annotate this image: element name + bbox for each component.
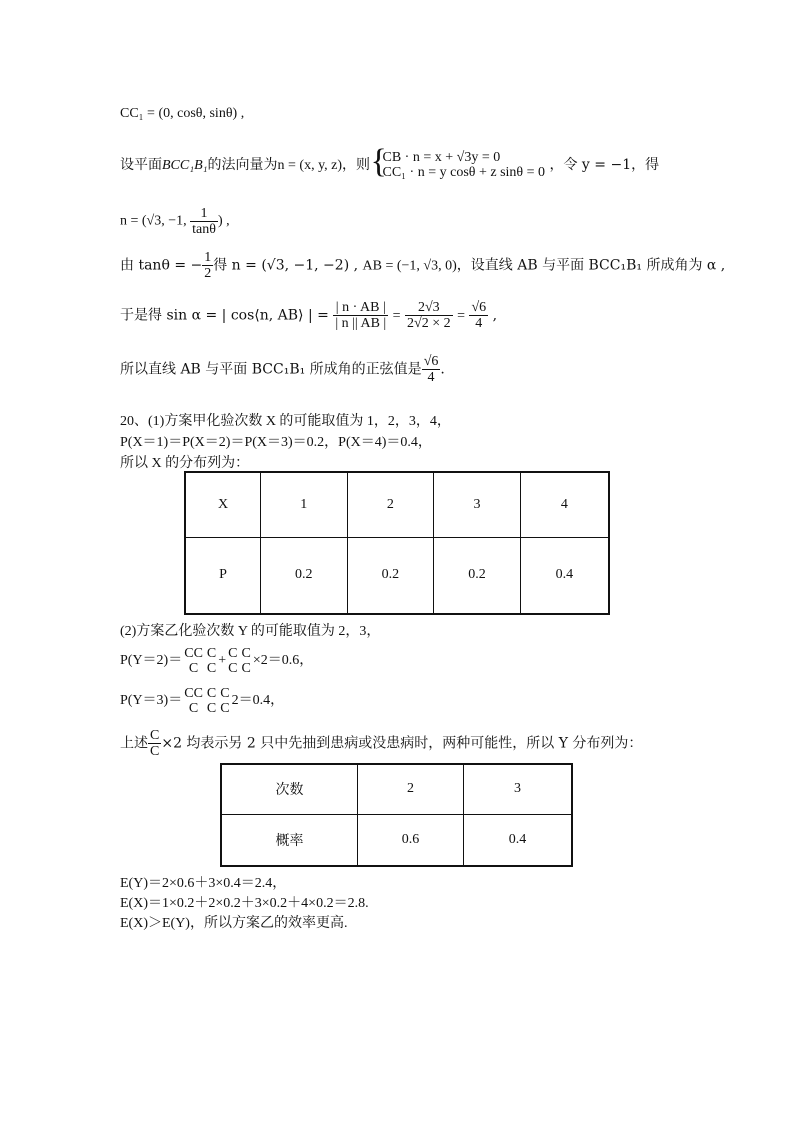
table-cell: 0.2 — [434, 537, 521, 614]
text: 得 n = (√3, −1, −2) , — [213, 257, 359, 274]
denominator: C — [228, 661, 238, 676]
table-row — [221, 764, 572, 814]
fraction — [202, 250, 213, 281]
denominator: C — [150, 744, 160, 759]
denominator: C — [220, 701, 230, 716]
numerator: C — [220, 686, 230, 701]
text: 2＝0.4， — [231, 693, 285, 709]
text: ，设直线 AB 与平面 BCC₁B₁ 所成角为 α , — [456, 257, 726, 274]
denominator: C — [188, 661, 199, 676]
tan-line — [120, 250, 725, 281]
table-cell: 概率 — [221, 814, 358, 866]
problem-20-line-2: P(X＝1)＝P(X＝2)＝P(X＝3)＝0.2，P(X＝4)＝0.4， — [120, 435, 432, 450]
numerator: CC — [184, 646, 203, 661]
text: 的法向量为 — [207, 157, 278, 173]
problem-20-line-3: 所以 X 的分布列为： — [120, 456, 250, 471]
fraction — [226, 646, 239, 676]
plane-name: BCC₁B₁ — [162, 158, 208, 173]
text: + — [218, 653, 227, 669]
text: ) , — [217, 213, 230, 229]
text: 由 tanθ = − — [120, 257, 203, 274]
numerator: 1 — [190, 206, 218, 222]
fraction — [190, 206, 218, 237]
table-row — [221, 814, 572, 866]
numerator: √6 — [471, 300, 487, 315]
table-cell: 次数 — [221, 764, 358, 814]
table-cell: 0.2 — [347, 537, 434, 614]
table-cell: 0.4 — [463, 814, 572, 866]
table-cell: 2 — [358, 764, 464, 814]
distribution-table-y — [220, 763, 573, 867]
table-row — [185, 537, 609, 614]
numerator: 2√3 — [405, 300, 453, 316]
denominator: 4 — [427, 370, 435, 385]
table-cell: 0.4 — [520, 537, 609, 614]
table-cell: 3 — [463, 764, 572, 814]
table-cell: 2 — [347, 472, 434, 537]
text: = — [392, 308, 401, 324]
denominator: tanθ — [192, 222, 216, 237]
fraction — [205, 686, 218, 716]
expectation-y: E(Y)＝2×0.6＋3×0.4＝2.4， — [120, 876, 287, 891]
numerator: C — [241, 646, 251, 661]
numerator: C — [206, 646, 217, 661]
numerator: C — [228, 646, 238, 661]
text: ×2 均表示另 2 只中先抽到患病或没患病时，两种可能性，所以 Y 分布列为： — [161, 735, 643, 752]
p-y2-line — [120, 646, 313, 676]
text: , — [492, 307, 498, 324]
text: P(Y＝3)＝ — [120, 693, 183, 709]
denominator: 4 — [475, 316, 483, 331]
expectation-x: E(X)＝1×0.2＋2×0.2＋3×0.2＋4×0.2＝2.8. — [120, 896, 369, 911]
normal-vector-result-line — [120, 206, 230, 237]
text: 上述 — [120, 735, 148, 752]
table-cell: 1 — [261, 472, 348, 537]
denominator: C — [206, 661, 217, 676]
text: ，令 y = −1，得 — [549, 157, 660, 173]
denominator: C — [188, 701, 199, 716]
text: 所以直线 AB 与平面 BCC₁B₁ 所成角的正弦值是 — [120, 361, 422, 378]
numerator: C — [206, 686, 217, 701]
equation-system — [375, 150, 546, 180]
denominator: C — [241, 661, 251, 676]
vector-cc1-text: CC₁ = (0, cosθ, sinθ) , — [120, 106, 245, 121]
fraction — [182, 686, 205, 716]
text: . — [440, 361, 445, 378]
numerator: C — [150, 728, 160, 743]
table-cell: 0.2 — [261, 537, 348, 614]
conclusion-line — [120, 354, 445, 385]
denominator: 2√2 × 2 — [407, 316, 451, 331]
normal-vector-line — [120, 150, 659, 180]
numerator: CC — [184, 686, 203, 701]
denominator: 2 — [204, 266, 212, 281]
p-y3-line — [120, 686, 284, 716]
denominator: C — [206, 701, 217, 716]
fraction — [422, 354, 441, 385]
part-2-line-1: (2)方案乙化验次数 Y 的可能取值为 2，3， — [120, 624, 381, 639]
table-cell: P — [185, 537, 261, 614]
explanation-line — [120, 728, 642, 759]
table-cell: 4 — [520, 472, 609, 537]
text: ，则 — [342, 157, 371, 173]
table-cell: 0.6 — [358, 814, 464, 866]
sin-alpha-line — [120, 300, 497, 331]
table-cell: 3 — [434, 472, 521, 537]
text: 设平面 — [120, 157, 162, 173]
fraction — [333, 300, 388, 331]
equation-2: CC₁ · n = y cosθ + z sinθ = 0 — [382, 165, 546, 180]
final-conclusion: E(X)＞E(Y)，所以方案乙的效率更高. — [120, 916, 348, 931]
text: P(Y＝2)＝ — [120, 653, 183, 669]
numerator: 1 — [204, 250, 212, 265]
text: = — [457, 308, 465, 324]
normal-vector: n = (x, y, z) — [277, 158, 343, 173]
distribution-table-x — [184, 471, 610, 615]
fraction — [205, 646, 218, 676]
fraction — [469, 300, 488, 331]
problem-20-line-1: 20、(1)方案甲化验次数 X 的可能取值为 1，2，3，4， — [120, 414, 451, 429]
denominator: | n || AB | — [335, 316, 387, 331]
fraction — [405, 300, 453, 331]
fraction — [182, 646, 205, 676]
fraction — [240, 646, 253, 676]
table-row — [185, 472, 609, 537]
fraction — [148, 728, 161, 759]
text: ×2＝0.6， — [252, 653, 314, 669]
text: n = (√3, −1, — [120, 213, 191, 229]
vector-cc1-line — [120, 106, 244, 122]
fraction — [218, 686, 231, 716]
numerator: √6 — [423, 354, 439, 369]
table-cell: X — [185, 472, 261, 537]
equation-1: { CB · n = x + √3y = 0 — [382, 150, 501, 165]
text: 于是得 sin α = | cos⟨n, AB⟩ | = — [120, 307, 329, 324]
numerator: | n · AB | — [333, 300, 388, 316]
vector-ab: AB = (−1, √3, 0) — [362, 258, 457, 274]
